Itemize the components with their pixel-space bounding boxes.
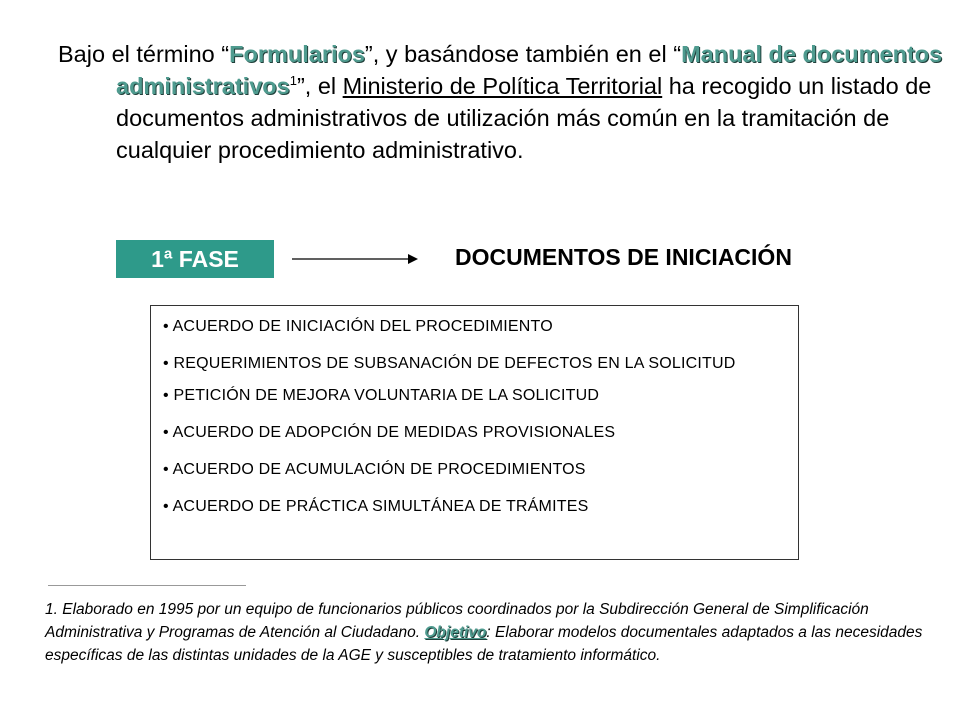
document-list-box xyxy=(150,305,799,560)
footnote-reference: 1 xyxy=(289,73,297,89)
list-item: • ACUERDO DE ACUMULACIÓN DE PROCEDIMIENTOS xyxy=(163,461,586,478)
intro-text-4: ha recogido un listado de documentos administrativos de utilización más común en la tramitación de cualquier procedimiento administrativo. xyxy=(116,73,932,163)
list-item: • PETICIÓN DE MEJORA VOLUNTARIA DE LA SOLICITUD xyxy=(163,387,600,404)
intro-paragraph xyxy=(58,38,960,166)
phase-label: 1ª FASE xyxy=(151,245,239,272)
term-manual: Manual de documentos administrativos xyxy=(116,41,943,99)
phase-title: DOCUMENTOS DE INICIACIÓN xyxy=(455,244,792,270)
footnote xyxy=(45,598,925,667)
intro-text-1: Bajo el término “ xyxy=(58,41,230,67)
phase-label-box xyxy=(116,240,274,278)
arrow-right-icon xyxy=(292,252,418,266)
term-formularios: Formularios xyxy=(229,41,365,67)
footnote-text-2: : Elaborar modelos documentales adaptados a las necesidades específicas de las distintas unidades de la AGE y susceptibles de tratamiento informático. xyxy=(45,624,923,664)
document-list xyxy=(163,316,786,518)
intro-text-2: ”, y basándose también en el “ xyxy=(364,41,682,67)
list-item: • ACUERDO DE PRÁCTICA SIMULTÁNEA DE TRÁMITES xyxy=(163,498,589,515)
footnote-text-1: 1. Elaborado en 1995 por un equipo de funcionarios públicos coordinados por la Subdirección General de Simplificación Administrativa y Programas de Atención al Ciudadano. xyxy=(45,601,869,641)
list-item: • ACUERDO DE ADOPCIÓN DE MEDIDAS PROVISIONALES xyxy=(163,424,616,441)
footnote-divider xyxy=(48,585,246,586)
intro-text-3: ”, el xyxy=(296,73,343,99)
list-item: • ACUERDO DE INICIACIÓN DEL PROCEDIMIENTO xyxy=(163,318,553,335)
ministry-name: Ministerio de Política Territorial xyxy=(342,73,663,99)
objective-label: Objetivo xyxy=(424,624,487,641)
list-item: • REQUERIMIENTOS DE SUBSANACIÓN DE DEFECTOS EN LA SOLICITUD xyxy=(163,355,736,372)
